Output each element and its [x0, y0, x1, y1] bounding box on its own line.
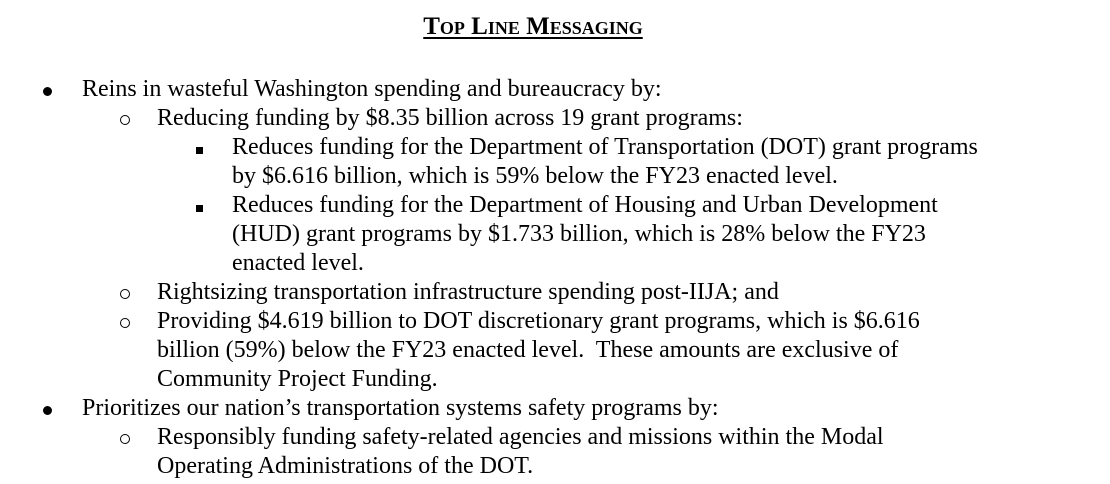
bullet-text: Reins in wasteful Washington spending and bureaucracy by:: [82, 76, 662, 102]
page-title: Top Line Messaging: [423, 13, 643, 40]
bullet-square-icon: [196, 191, 206, 220]
bullet-circle-icon: [120, 423, 134, 452]
sub-sub-bullet-text: enacted level.: [232, 250, 364, 276]
bullet-dot-icon: [43, 75, 55, 104]
sub-bullet-text: Reducing funding by $8.35 billion across 19 grant programs:: [157, 105, 743, 131]
sub-sub-bullet-text: by $6.616 billion, which is 59% below the FY23 enacted level.: [232, 163, 838, 189]
bullet-circle-icon: [120, 104, 134, 133]
sub-bullet-text: Rightsizing transportation infrastructure spending post-IIJA; and: [157, 279, 779, 305]
bullet-circle-icon: [120, 278, 134, 307]
bullet-square-icon: [196, 133, 206, 162]
sub-sub-bullet-text: Reduces funding for the Department of Transportation (DOT) grant programs: [232, 134, 978, 160]
sub-sub-bullet-text: Reduces funding for the Department of Housing and Urban Development: [232, 192, 938, 218]
sub-bullet-text: Responsibly funding safety-related agencies and missions within the Modal: [157, 424, 884, 450]
bullet-text: Prioritizes our nation’s transportation systems safety programs by:: [82, 395, 719, 421]
bullet-circle-icon: [120, 307, 134, 336]
sub-bullet-text: billion (59%) below the FY23 enacted level. These amounts are exclusive of: [157, 337, 899, 363]
sub-bullet-text: Providing $4.619 billion to DOT discretionary grant programs, which is $6.616: [157, 308, 920, 334]
sub-bullet-text: Community Project Funding.: [157, 366, 438, 392]
sub-sub-bullet-text: (HUD) grant programs by $1.733 billion, which is 28% below the FY23: [232, 221, 926, 247]
sub-bullet-text: Operating Administrations of the DOT.: [157, 453, 534, 479]
bullet-dot-icon: [43, 394, 55, 423]
